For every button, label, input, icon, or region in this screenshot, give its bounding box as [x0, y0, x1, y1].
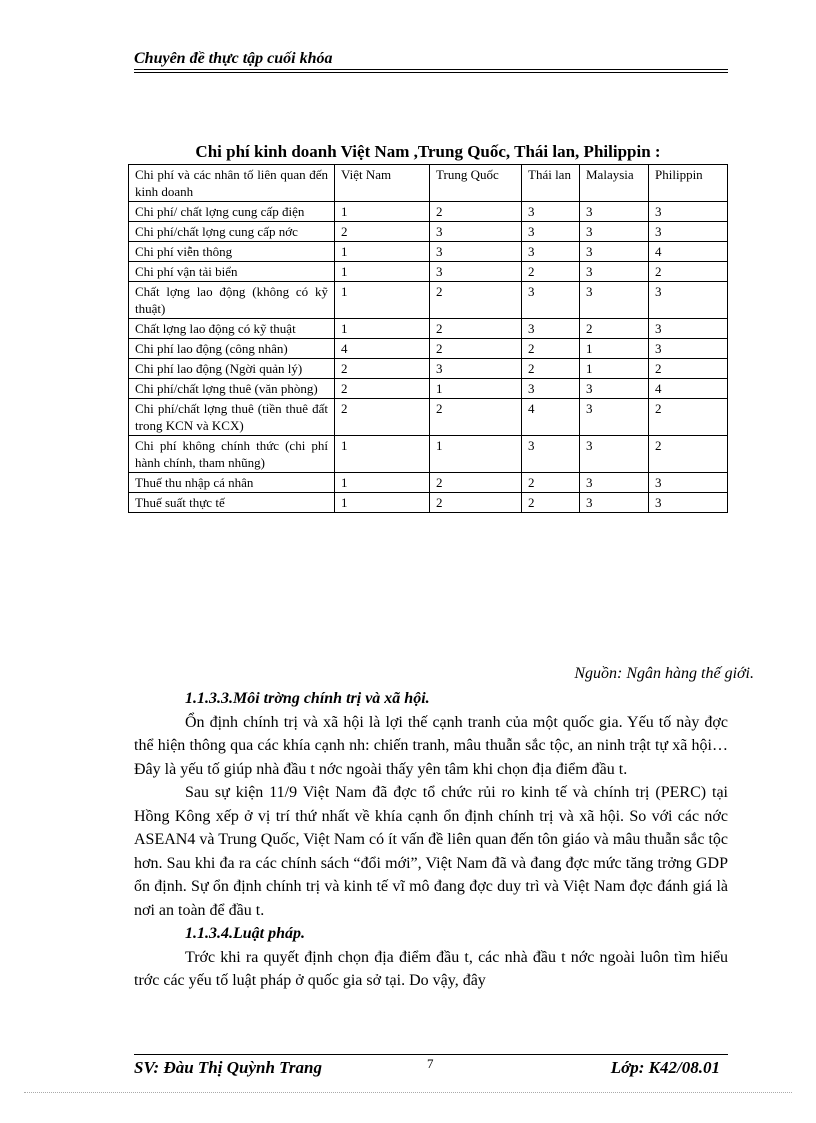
column-header-malaysia: Malaysia [580, 165, 649, 202]
score-cell: 3 [649, 222, 728, 242]
score-cell: 1 [335, 242, 430, 262]
score-cell: 1 [580, 359, 649, 379]
table-source: Nguồn: Ngân hàng thế giới. [574, 665, 754, 682]
score-cell: 3 [649, 202, 728, 222]
score-cell: 1 [430, 379, 522, 399]
score-cell: 2 [522, 473, 580, 493]
row-label-cell: Chi phí/chất lợng thuê (tiền thuê đất trong KCN và KCX) [129, 399, 335, 436]
score-cell: 2 [335, 379, 430, 399]
score-cell: 2 [580, 319, 649, 339]
score-cell: 3 [580, 493, 649, 513]
score-cell: 3 [649, 282, 728, 319]
score-cell: 2 [430, 282, 522, 319]
table-row [129, 359, 728, 379]
table-row [129, 262, 728, 282]
paragraph: Ổn định chính trị và xã hội là lợi thế cạnh tranh của một quốc gia. Yếu tố này đợc thể hiện thông qua các khía cạnh nh: chiến tranh, mâu thuẫn sắc tộc, an ninh trật tự xã hội… Đây là yếu tố giúp nhà đầu t nớc ngoài thấy yên tâm khi chọn địa điểm đầu t. [134, 713, 728, 778]
table-row [129, 242, 728, 262]
score-cell: 1 [335, 493, 430, 513]
score-cell: 3 [580, 379, 649, 399]
score-cell: 2 [522, 339, 580, 359]
score-cell: 3 [522, 242, 580, 262]
score-cell: 2 [522, 359, 580, 379]
score-cell: 2 [649, 262, 728, 282]
table-row [129, 399, 728, 436]
score-cell: 4 [335, 339, 430, 359]
page-number: 7 [427, 1056, 434, 1071]
score-cell: 4 [649, 379, 728, 399]
column-header-philippines: Philippin [649, 165, 728, 202]
score-cell: 3 [580, 282, 649, 319]
score-cell: 3 [522, 319, 580, 339]
score-cell: 1 [430, 436, 522, 473]
score-cell: 3 [580, 262, 649, 282]
paragraph: Sau sự kiện 11/9 Việt Nam đã đợc tổ chức rủi ro kinh tế và chính trị (PERC) tại Hồng Kông xếp ở vị trí thứ nhất về khía cạnh ổn định chính trị và xã hội. So với các nớc ASEAN4 và Trung Quốc, Việt Nam có ít vấn đề liên quan đến tôn giáo và mâu thuẫn sắc tộc hơn. Sau khi đa ra các chính sách “đổi mới”, Việt Nam đã và đang đợc mức tăng trởng GDP ổn định. Sự ổn định chính trị và kinh tế vĩ mô đang đợc duy trì và Việt Nam đợc đánh giá là nơi an toàn để đầu t. [134, 784, 728, 919]
table-row [129, 473, 728, 493]
table-title: Chi phí kinh doanh Việt Nam ,Trung Quốc, Thái lan, Philippin : [195, 142, 661, 161]
score-cell: 3 [430, 262, 522, 282]
page-header [134, 50, 728, 70]
score-cell: 4 [522, 399, 580, 436]
score-cell: 1 [335, 282, 430, 319]
score-cell: 3 [522, 282, 580, 319]
table-row [129, 379, 728, 399]
row-label-cell: Thuế suất thực tế [129, 493, 335, 513]
score-cell: 3 [522, 436, 580, 473]
score-cell: 2 [335, 359, 430, 379]
score-cell: 3 [580, 202, 649, 222]
table-row [129, 319, 728, 339]
score-cell: 2 [649, 399, 728, 436]
score-cell: 4 [649, 242, 728, 262]
score-cell: 1 [335, 262, 430, 282]
score-cell: 1 [335, 319, 430, 339]
table-row [129, 282, 728, 319]
score-cell: 3 [522, 379, 580, 399]
table-row [129, 222, 728, 242]
score-cell: 2 [335, 399, 430, 436]
score-cell: 2 [430, 202, 522, 222]
column-header-china: Trung Quốc [430, 165, 522, 202]
score-cell: 3 [649, 319, 728, 339]
score-cell: 1 [335, 436, 430, 473]
score-cell: 2 [430, 339, 522, 359]
row-label-cell: Thuế thu nhập cá nhân [129, 473, 335, 493]
footer-student: SV: Đàu Thị Quỳnh Trang [134, 1058, 322, 1077]
score-cell: 2 [430, 319, 522, 339]
row-label-cell: Chi phí/chất lợng thuê (văn phòng) [129, 379, 335, 399]
score-cell: 3 [580, 399, 649, 436]
section-heading-law: 1.1.3.4.Luật pháp. [185, 925, 306, 942]
score-cell: 3 [522, 202, 580, 222]
header-title: Chuyên đề thực tập cuối khóa [134, 50, 333, 67]
row-label-cell: Chi phí viễn thông [129, 242, 335, 262]
table-row [129, 493, 728, 513]
score-cell: 3 [649, 493, 728, 513]
score-cell: 3 [430, 222, 522, 242]
column-header-vietnam: Việt Nam [335, 165, 430, 202]
score-cell: 3 [580, 242, 649, 262]
row-label-cell: Chi phí vận tải biển [129, 262, 335, 282]
score-cell: 3 [580, 222, 649, 242]
score-cell: 3 [580, 473, 649, 493]
score-cell: 2 [335, 222, 430, 242]
row-label-cell: Chi phí lao động (công nhân) [129, 339, 335, 359]
table-row [129, 436, 728, 473]
section-heading-politics: 1.1.3.3.Môi trờng chính trị và xã hội. [185, 690, 430, 707]
table-row [129, 202, 728, 222]
score-cell: 2 [522, 493, 580, 513]
score-cell: 3 [430, 242, 522, 262]
cost-table-body [129, 165, 728, 513]
footer-class: Lớp: K42/08.01 [610, 1058, 720, 1077]
row-label-cell: Chi phí không chính thức (chi phí hành chính, tham nhũng) [129, 436, 335, 473]
score-cell: 2 [649, 359, 728, 379]
score-cell: 2 [430, 399, 522, 436]
score-cell: 1 [335, 473, 430, 493]
row-label-cell: Chất lợng lao động có kỹ thuật [129, 319, 335, 339]
score-cell: 2 [430, 473, 522, 493]
row-label-cell: Chi phí lao động (Ngời quản lý) [129, 359, 335, 379]
score-cell: 1 [335, 202, 430, 222]
page-break-line [24, 1092, 792, 1093]
table-row [129, 339, 728, 359]
score-cell: 2 [522, 262, 580, 282]
column-header-factor: Chi phí và các nhân tố liên quan đến kinh doanh [129, 165, 335, 202]
score-cell: 2 [430, 493, 522, 513]
table-header-row [129, 165, 728, 202]
score-cell: 1 [580, 339, 649, 359]
score-cell: 3 [580, 436, 649, 473]
cost-comparison-table [128, 164, 728, 513]
score-cell: 3 [649, 473, 728, 493]
footer-divider [134, 1054, 728, 1055]
score-cell: 3 [430, 359, 522, 379]
paragraph: Trớc khi ra quyết định chọn địa điểm đầu t, các nhà đầu t nớc ngoài luôn tìm hiểu trớc các yếu tố luật pháp ở quốc gia sở tại. Do vậy, đây [134, 948, 728, 989]
row-label-cell: Chi phí/ chất lợng cung cấp điện [129, 202, 335, 222]
score-cell: 2 [649, 436, 728, 473]
row-label-cell: Chi phí/chất lợng cung cấp nớc [129, 222, 335, 242]
score-cell: 3 [522, 222, 580, 242]
body-text [134, 687, 728, 993]
row-label-cell: Chất lợng lao động (không có kỹ thuật) [129, 282, 335, 319]
column-header-thailand: Thái lan [522, 165, 580, 202]
score-cell: 3 [649, 339, 728, 359]
